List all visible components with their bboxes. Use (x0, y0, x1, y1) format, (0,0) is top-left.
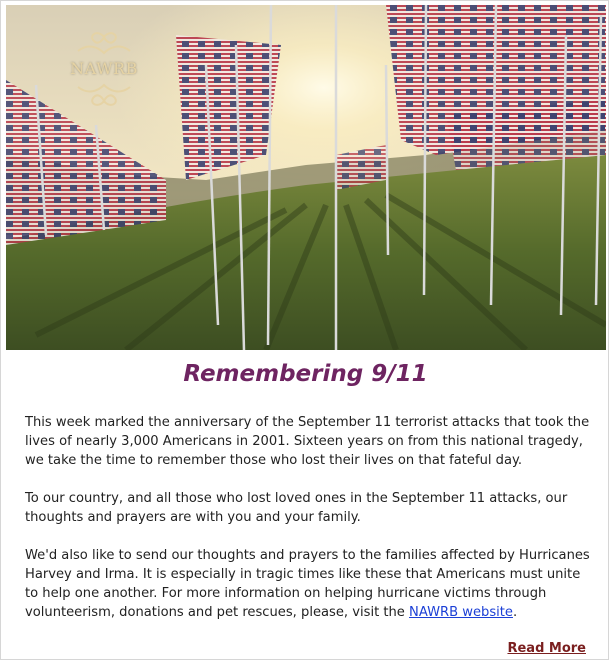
nawrb-website-link[interactable]: NAWRB website (409, 605, 513, 620)
nawrb-logo (58, 29, 150, 109)
article-title: Remembering 9/11 (183, 361, 428, 387)
read-more-link[interactable]: Read More (507, 641, 586, 656)
paragraph-hurricanes-text: We'd also like to send our thoughts and prayers to the families affected by Hurricanes Harvey and Irma. It is especially in tragic times like these that Americans must unite to help one another. For more information on helping hurricane victims through volunteerism, donations and pet rescues, please, visit the (25, 548, 590, 620)
paragraph-anniversary: This week marked the anniversary of the September 11 terrorist attacks that took the lives of nearly 3,000 Americans in 2001. Sixteen years on from this national tragedy, we take the time to remember those who lost their lives on that fateful day. (25, 415, 590, 468)
paragraph-condolences: To our country, and all those who lost loved ones in the September 11 attacks, our thoughts and prayers are with you and your family. (25, 491, 568, 525)
hero-image (6, 5, 606, 350)
paragraph-hurricanes (25, 546, 593, 622)
paragraph-hurricanes-end: . (512, 605, 518, 620)
logo-text: NAWRB (70, 59, 138, 78)
